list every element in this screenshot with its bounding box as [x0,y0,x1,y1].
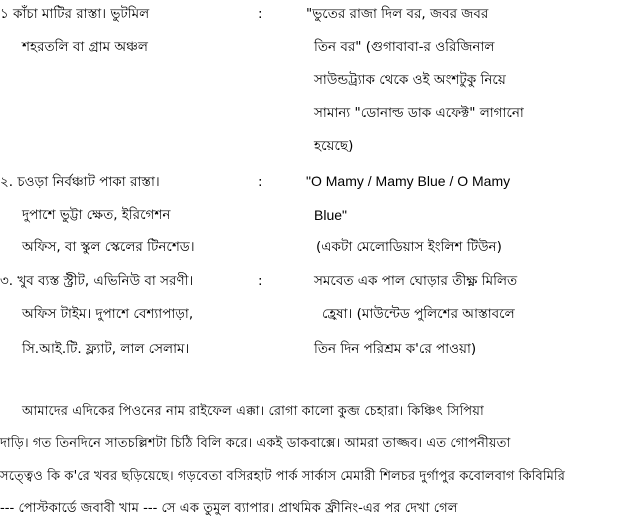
entry-2-sound-line-3: (একটা মেলোডিয়াস ইংলিশ টিউন) [316,239,502,255]
entry-2-sound-line-2: Blue" [314,207,347,223]
entry-2-sound-line-1: "O Mamy / Mamy Blue / O Mamy [306,173,511,189]
entry-1-title: ১ কাঁচা মাটির রাস্তা। ভুটমিল [0,6,150,22]
entry-1-sound-line-3: সাউন্ডট্র্যাক থেকে ওই অংশটুকু নিয়ে [314,72,506,88]
entry-3-sound-line-3: তিন দিন পরিশ্রম ক'রে পাওয়া) [314,341,477,357]
paragraph-line-1: আমাদের এদিকের পিওনের নাম রাইফেল এক্কা। রোগা কালো কুব্জ চেহারা। কিঞ্চিৎ সিপিয়া [22,404,484,419]
entry-3-desc-1: অফিস টাইম। দুপাশে বেশ্যাপাড়া, [22,306,194,322]
entry-3-sound-line-1: সমবেত এক পাল ঘোড়ার তীক্ষ্ণ মিলিত [314,273,518,289]
entry-2-desc-2: অফিস, বা স্কুল স্কেলের টিনশেড। [22,239,195,255]
entry-2-colon: : [258,174,263,190]
paragraph-line-3: সত্ত্বেও কি ক'রে খবর ছড়িয়েছে। গড়বেতা বসিরহাট পার্ক সার্কাস মেমারী শিলচর দুর্গাপুর কবোলবাগ কিবিমিরি [0,469,565,484]
paragraph-line-2: দাড়ি। গত তিনদিনে সাতচল্লিশটা চিঠি বিলি করে। একই ডাকবাক্সে। আমরা তাজ্জব। এত গোপনীয়তা [0,436,511,451]
entry-3-desc-2: সি.আই.টি. ফ্ল্যাট, লাল সেলাম। [22,341,190,357]
entry-3-colon: : [258,273,263,289]
entry-1-sound-line-2: তিন বর" (গুগাবাবা-র ওরিজিনাল [314,39,495,55]
entry-3-title: ৩. খুব ব্যস্ত স্ট্রীট, এভিনিউ বা সরণী। [0,273,194,289]
entry-1-sound-line-1: "ভুতের রাজা দিল বর, জবর জবর [306,6,489,22]
entry-2-title: ২. চওড়া নির্বঞ্চাট পাকা রাস্তা। [0,174,160,190]
entry-1-sound-line-5: হয়েছে) [314,138,354,154]
entry-1-desc: শহরতলি বা গ্রাম অঞ্চল [22,39,148,55]
entry-2-desc-1: দুপাশে ভুট্টা ক্ষেত, ইরিগেশন [22,207,171,223]
entry-1-sound-line-4: সামান্য "ডোনাল্ড ডাক এফেক্ট" লাগানো [314,105,524,121]
paragraph-line-4: --- পোস্টকার্ডে জবাবী খাম --- সে এক তুমুল ব্যাপার। প্রাথমিক ফ্রীনিং-এর পর দেখা গেল [0,501,458,516]
entry-1-colon: : [258,6,263,22]
entry-3-sound-line-2: হ্রেষা। (মাউন্টেড পুলিশের আস্তাবলে [322,306,515,322]
